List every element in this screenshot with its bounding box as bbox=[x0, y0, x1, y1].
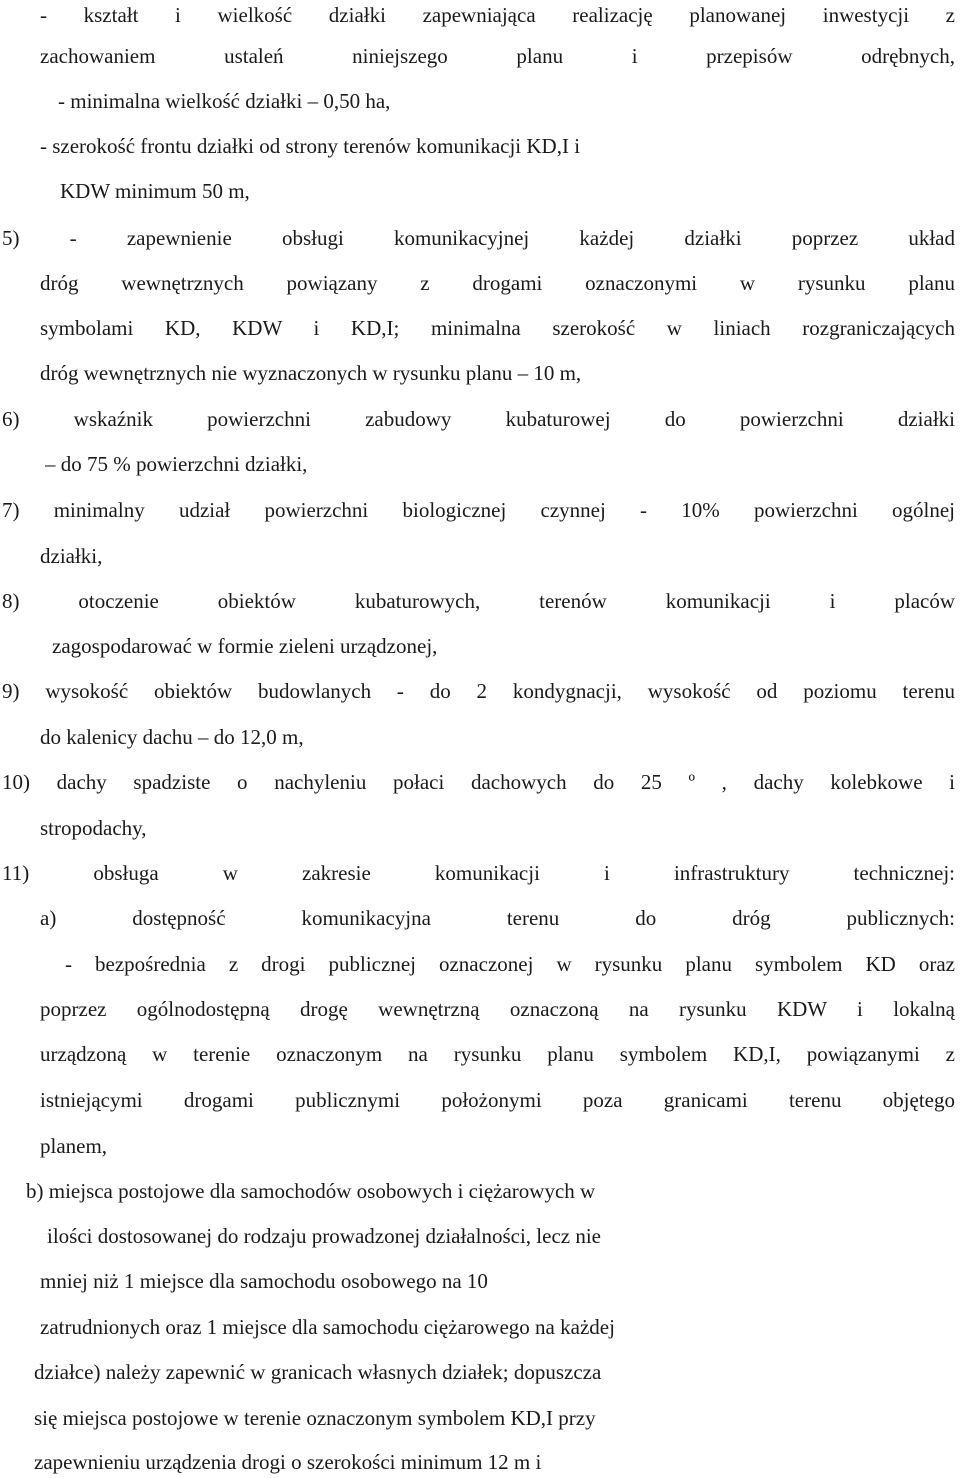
text-line: stropodachy, bbox=[40, 816, 147, 840]
list-item-11: 11) obsługa w zakresie komunikacji i infrastruktury technicznej: bbox=[2, 861, 955, 885]
list-item-10: 10) dachy spadziste o nachyleniu połaci dachowych do 25 º , dachy kolebkowe i bbox=[2, 770, 955, 794]
text-line: mniej niż 1 miejsce dla samochodu osobowego na 10 bbox=[40, 1269, 488, 1293]
text-line: poprzez ogólnodostępną drogę wewnętrzną oznaczoną na rysunku KDW i lokalną bbox=[40, 997, 955, 1021]
text-line: do kalenicy dachu – do 12,0 m, bbox=[40, 725, 304, 749]
text-line: zapewnieniu urządzenia drogi o szerokości minimum 12 m i bbox=[34, 1450, 542, 1474]
text-line: urządzoną w terenie oznaczonym na rysunku planu symbolem KD,I, powiązanymi z bbox=[40, 1042, 955, 1066]
list-item-b: b) miejsca postojowe dla samochodów osobowych i ciężarowych w bbox=[26, 1179, 596, 1203]
text-line: zatrudnionych oraz 1 miejsce dla samochodu ciężarowego na każdej bbox=[40, 1315, 615, 1339]
list-item-7: 7) minimalny udział powierzchni biologicznej czynnej - 10% powierzchni ogólnej bbox=[2, 498, 955, 522]
text-line: dróg wewnętrznych nie wyznaczonych w rysunku planu – 10 m, bbox=[40, 361, 582, 385]
list-item-a: a) dostępność komunikacyjna terenu do dróg publicznych: bbox=[40, 906, 955, 930]
list-item-9: 9) wysokość obiektów budowlanych - do 2 kondygnacji, wysokość od poziomu terenu bbox=[2, 679, 955, 703]
list-item-6: 6) wskaźnik powierzchni zabudowy kubaturowej do powierzchni działki bbox=[2, 407, 955, 431]
text-line: zachowaniem ustaleń niniejszego planu i przepisów odrębnych, bbox=[40, 44, 955, 68]
text-line: działki, bbox=[40, 544, 103, 568]
text-line: KDW minimum 50 m, bbox=[60, 179, 250, 203]
text-line: symbolami KD, KDW i KD,I; minimalna szerokość w liniach rozgraniczających bbox=[40, 316, 955, 340]
list-item-8: 8) otoczenie obiektów kubaturowych, terenów komunikacji i placów bbox=[2, 589, 955, 613]
text-line: - kształt i wielkość działki zapewniająca realizację planowanej inwestycji z bbox=[40, 3, 955, 27]
text-line: - bezpośrednia z drogi publicznej oznaczonej w rysunku planu symbolem KD oraz bbox=[65, 952, 955, 976]
text-line: ilości dostosowanej do rodzaju prowadzonej działalności, lecz nie bbox=[47, 1224, 601, 1248]
text-line: dróg wewnętrznych powiązany z drogami oznaczonymi w rysunku planu bbox=[40, 271, 955, 295]
text-line: działce) należy zapewnić w granicach własnych działek; dopuszcza bbox=[34, 1360, 602, 1384]
text-line: się miejsca postojowe w terenie oznaczonym symbolem KD,I przy bbox=[34, 1406, 596, 1430]
text-line: – do 75 % powierzchni działki, bbox=[45, 452, 308, 476]
text-line: - szerokość frontu działki od strony terenów komunikacji KD,I i bbox=[40, 134, 581, 158]
text-line: - minimalna wielkość działki – 0,50 ha, bbox=[58, 89, 391, 113]
text-line: zagospodarować w formie zieleni urządzonej, bbox=[52, 634, 438, 658]
text-line: planem, bbox=[40, 1134, 108, 1158]
text-line: istniejącymi drogami publicznymi położonymi poza granicami terenu objętego bbox=[40, 1088, 955, 1112]
list-item-5: 5) - zapewnienie obsługi komunikacyjnej każdej działki poprzez układ bbox=[2, 226, 955, 250]
